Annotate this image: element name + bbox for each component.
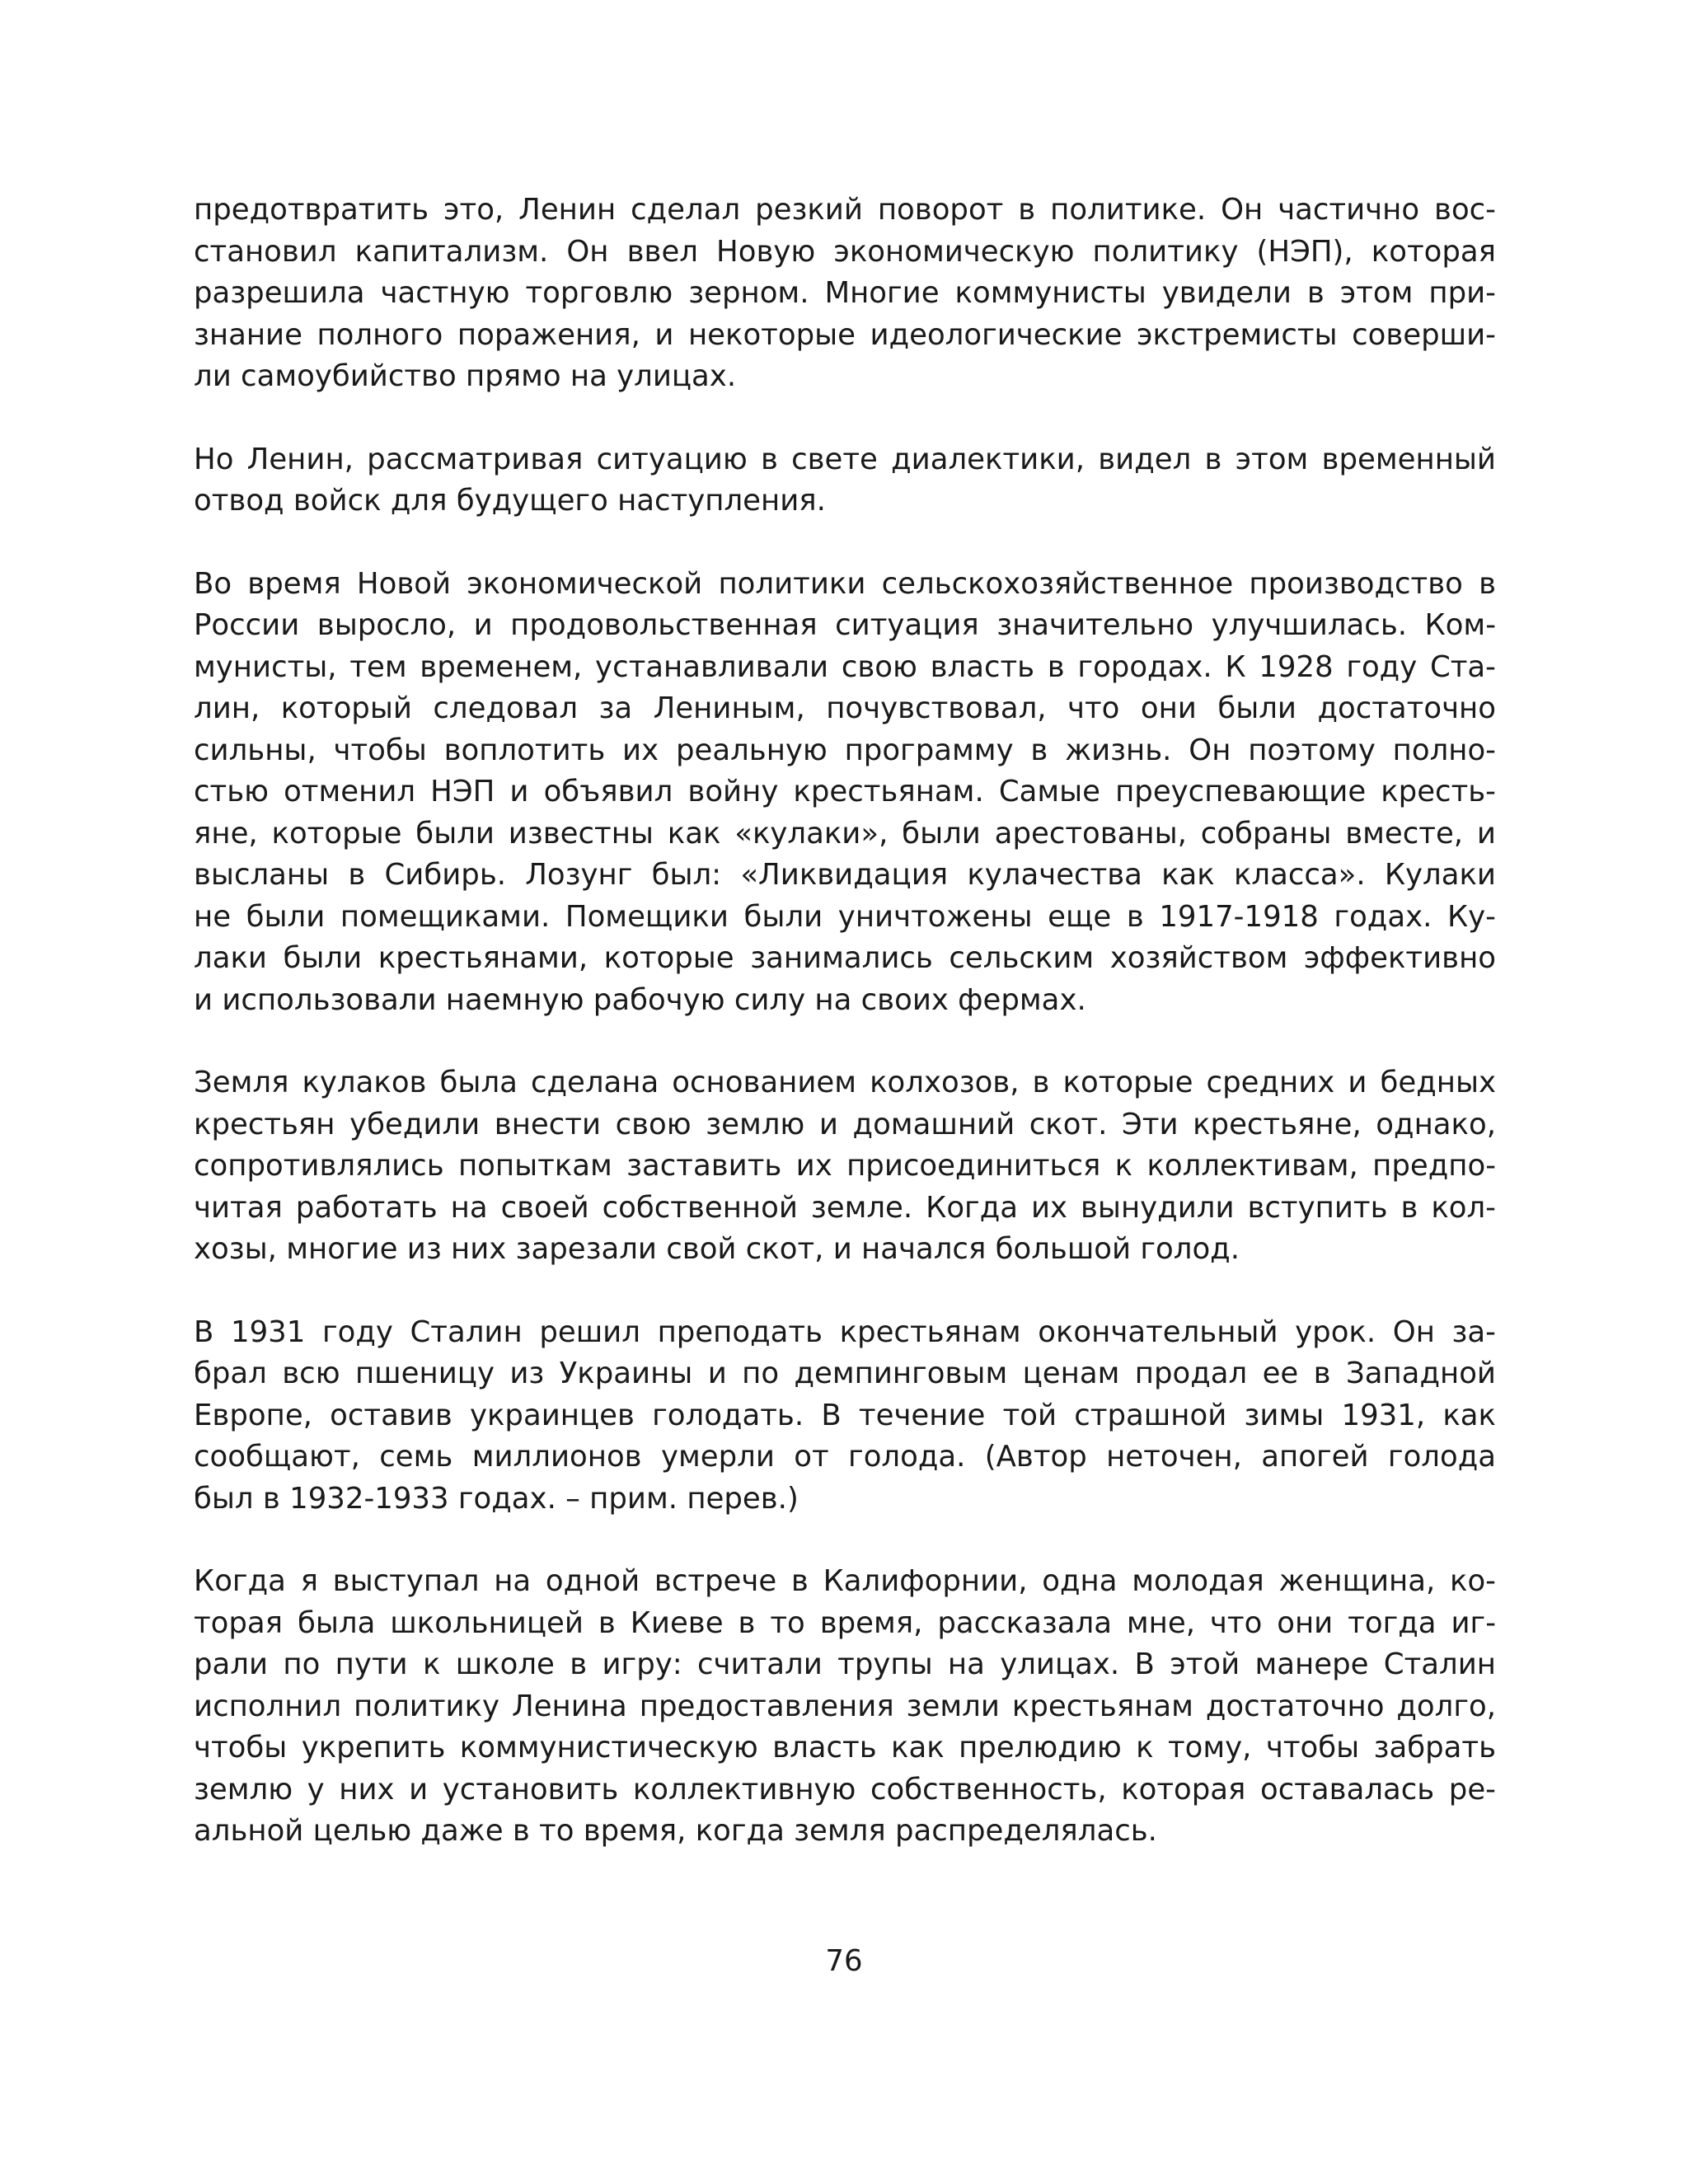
text-line: не были помещиками. Помещики были уничтожены еще в 1917-1918 годах. Ку- [194,899,1496,934]
text-line: ли самоубийство прямо на улицах. [194,359,737,393]
paragraph-3 [194,564,1496,1022]
text-line: был в 1932-1933 годах. – прим. перев.) [194,1481,799,1516]
text-line: Но Ленин, рассматривая ситуацию в свете диалектики, видел в этом временный [194,442,1496,476]
text-line: исполнил политику Ленина предоставления земли крестьянам достаточно долго, [194,1689,1496,1723]
paragraph-4 [194,1062,1496,1271]
paragraph-1 [194,190,1496,398]
text-line: землю у них и установить коллективную собственность, которая оставалась ре- [194,1772,1496,1807]
page-body [194,190,1496,1894]
text-line: Земля кулаков была сделана основанием колхозов, в которые средних и бедных [194,1066,1496,1099]
text-line: читая работать на своей собственной земле. Когда их вынудили вступить в кол- [194,1190,1496,1225]
paragraph-2 [194,439,1496,523]
text-line: становил капитализм. Он ввел Новую экономическую политику (НЭП), которая [194,234,1496,269]
text-line: хозы, многие из них зарезали свой скот, и начался большой голод. [194,1232,1240,1266]
paragraph-5 [194,1312,1496,1521]
text-line: Когда я выступал на одной встрече в Калифорнии, одна молодая женщина, ко- [194,1564,1496,1598]
paragraph-6 [194,1561,1496,1853]
text-line: Европе, оставив украинцев голодать. В течение той страшной зимы 1931, как [194,1398,1496,1432]
text-line: сопротивлялись попыткам заставить их присоединиться к коллективам, предпо- [194,1149,1496,1183]
text-line: В 1931 году Сталин решил преподать крестьянам окончательный урок. Он за- [194,1315,1496,1349]
text-line: рали по пути к школе в игру: считали трупы на улицах. В этой манере Сталин [194,1647,1496,1681]
text-line: альной целью даже в то время, когда земля распределялась. [194,1814,1157,1848]
text-line: высланы в Сибирь. Лозунг был: «Ликвидация кулачества как класса». Кулаки [194,858,1496,892]
text-line: знание полного поражения, и некоторые идеологические экстремисты соверши- [194,317,1496,352]
text-line: брал всю пшеницу из Украины и по демпинговым ценам продал ее в Западной [194,1357,1496,1390]
text-line: Во время Новой экономической политики сельскохозяйственное производство в [194,566,1496,601]
text-line: и использовали наемную рабочую силу на своих фермах. [194,982,1086,1017]
page-number: 76 [825,1944,863,1978]
text-line: торая была школьницей в Киеве в то время, рассказала мне, что они тогда иг- [194,1605,1496,1640]
text-line: лин, который следовал за Лениным, почувствовал, что они были достаточно [194,691,1496,725]
text-line: яне, которые были известны как «кулаки», были арестованы, собраны вместе, и [194,816,1496,851]
text-line: разрешила частную торговлю зерном. Многие коммунисты увидели в этом при- [194,276,1496,310]
text-line: стью отменил НЭП и объявил войну крестьянам. Самые преуспевающие кресть- [194,775,1496,808]
text-line: мунисты, тем временем, устанавливали свою власть в городах. К 1928 году Ста- [194,649,1496,684]
text-line: сообщают, семь миллионов умерли от голода. (Автор неточен, апогей голода [194,1440,1496,1474]
text-line: крестьян убедили внести свою землю и домашний скот. Эти крестьяне, однако, [194,1107,1496,1141]
text-line: предотвратить это, Ленин сделал резкий поворот в политике. Он частично вос- [194,193,1496,227]
text-line: лаки были крестьянами, которые занимались сельским хозяйством эффективно [194,941,1496,975]
text-line: чтобы укрепить коммунистическую власть как прелюдию к тому, чтобы забрать [194,1731,1496,1765]
text-line: сильны, чтобы воплотить их реальную программу в жизнь. Он поэтому полно- [194,733,1496,767]
text-line: России выросло, и продовольственная ситуация значительно улучшилась. Ком- [194,608,1496,642]
text-line: отвод войск для будущего наступления. [194,484,826,518]
